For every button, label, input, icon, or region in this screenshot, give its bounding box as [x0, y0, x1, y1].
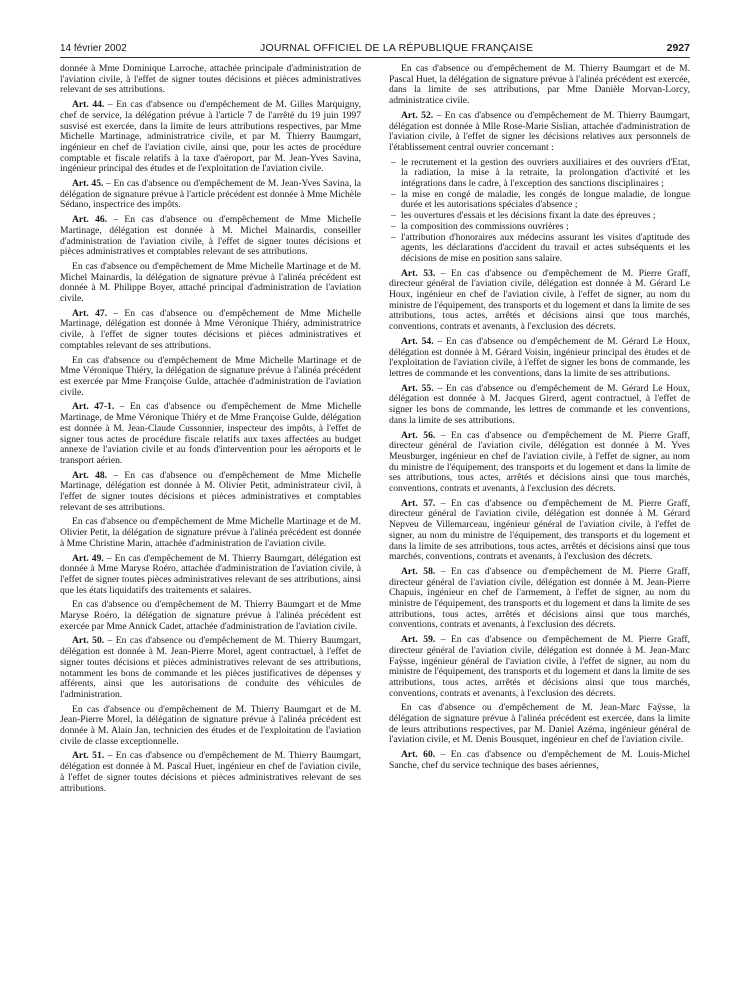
two-column-body: [60, 64, 690, 798]
article-number: Art. 48.: [72, 469, 108, 481]
paragraph-text: En cas d'absence ou d'empêchement de M. Thierry Baumgart et de M. Pascal Huet, la délégation de signature prévue à l'alinéa précédent est exercée, dans la limite de ses attributions, par Mme Danièle Morvan-Lorcy, administratice civile.: [389, 63, 690, 107]
article-number: Art. 51.: [72, 750, 105, 762]
paragraph-text: – En cas d'empêchement de M. Thierry Baumgart, délégation est donnée à Mme Maryse Roéro, attachée d'administration de l'aviation civile, à l'effet de signer toutes pièces administratives relevant de ses attributions, ainsi que les états liquidatifs des traitements et salaires.: [60, 552, 361, 596]
paragraph-text: – En cas d'absence ou d'empêchement de Mme Michelle Martinage, délégation est donnée à M. Olivier Petit, administrateur civil, à l'effet de signer toutes décisions et pièces administratives et comptables relevant de ses attributions.: [60, 469, 361, 513]
article-number: Art. 56.: [401, 429, 436, 441]
article-number: Art. 46.: [72, 214, 108, 226]
article-paragraph: [60, 554, 361, 597]
article-paragraph: [60, 471, 361, 514]
article-number: Art. 44.: [72, 99, 105, 111]
paragraph-text: – En cas d'absence ou d'empêchement de M. Louis-Michel Sanche, chef du service technique des bases aériennes,: [389, 749, 691, 771]
list-item: – le recrutement et la gestion des ouvriers auxiliaires et des ouvriers d'Etat, la radiation, la mise à la retraite, la prolongation d'activité et les intégrations dans le cadre, à l'exception des sanctions disciplinaires ;: [389, 158, 690, 190]
article-paragraph: [389, 635, 690, 699]
list-item: – la mise en congé de maladie, les congés de longue maladie, de longue durée et les autorisations spéciales d'absence ;: [389, 190, 690, 211]
article-number: Art. 49.: [72, 552, 104, 564]
paragraph-text: – En cas d'absence ou d'empêchement de M. Pierre Graff, directeur général de l'aviation civile, délégation est donnée à M. Gérard Le Houx, ingénieur en chef de l'aviation civile, à l'effet de signer, au nom du ministre de l'équipement, des transports et du logement et dans la limite de ses attributions, tous actes, arrêtés et décisions ainsi que tous marchés, conventions, contrats et avenants, à l'exclusion des décrets.: [389, 267, 690, 333]
paragraph-text: – En cas d'absence ou d'empêchement de M. Gérard Le Houx, délégation est donnée à M. Gérard Voisin, ingénieur principal des études et de l'exploitation de l'aviation civile, à l'effet de signer les bons de commande, les lettres de commande et les conventions, dans la limite de ses attributions.: [389, 335, 690, 379]
paragraph-text: – En cas d'absence ou d'empêchement de M. Gilles Marquigny, chef de service, la délégation prévue à l'article 7 de l'arrêté du 19 juin 1997 susvisé est exercée, dans la limite de leurs attributions respectives, par Mme Michelle Martinage, administratrice civile, et par M. Thierry Baumgart, ingénieur en chef de l'aviation civile, ainsi que, pour les actes de procédure comptable et fiscale relatifs à la taxe d'aéroport, par M. Jean-Yves Savina, ingénieur principal des études et de l'exploitation de l'aviation civile.: [60, 99, 361, 175]
paragraph-text: En cas d'absence ou d'empêchement de M. Thierry Baumgart et de M. Jean-Pierre Morel, la délégation de signature prévue à l'alinéa précédent est donnée à M. Alain Jan, technicien des études et de l'exploitation de l'aviation civile de classe exceptionnelle.: [60, 703, 361, 747]
article-paragraph: [60, 751, 361, 794]
paragraph-text: – En cas d'absence ou d'empêchement de M. Pierre Graff, directeur général de l'aviation civile, délégation est donnée à M. Jean-Pierre Chapuis, ingénieur en chef de l'armement, à l'effet de signer, au nom du ministre de l'équipement, des transports et du logement et dans la limite de ses attributions, tous actes, arrêtés et décisions ainsi que tous marchés, conventions, contrats et avenants, à l'exclusion des décrets.: [389, 565, 690, 631]
paragraph-text: – En cas d'absence ou d'empêchement de M. Thierry Baumgart, délégation est donnée à M. Pascal Huet, ingénieur en chef de l'aviation civile, à l'effet de signer toutes décisions et pièces administratives relevant de ses attributions.: [60, 750, 362, 794]
article-number: Art. 55.: [401, 382, 434, 394]
article-paragraph: [389, 567, 690, 631]
paragraph: [60, 356, 361, 399]
paragraph-text: – En cas d'absence ou d'empêchement de M. Gérard Le Houx, délégation est donnée à M. Jacques Girerd, agent contractuel, à l'effet de signer les bons de commande, les lettres de commande et les conventions, dans la limite de ses attributions.: [389, 382, 690, 426]
paragraph: [60, 517, 361, 549]
issue-date: 14 février 2002: [60, 43, 127, 54]
paragraph-text: – En cas d'absence ou d'empêchement de Mme Michelle Martinage, de Mme Véronique Thiéry et de Mme Françoise Gulde, délégation est donnée à M. Jean-Claude Cussonnier, inspecteur des impôts, à l'effet de signer tous actes de procédure fiscale relatifs aux taxes affectées au budget annexe de l'aviation civile et au fonds d'intervention pour les aéroports et le transport aérien.: [60, 401, 361, 466]
paragraph: [389, 64, 690, 107]
paragraph-text: – En cas d'absence ou d'empêchement de Mme Michelle Martinage, délégation est donnée à M. Michel Mainardis, conseiller d'administration de l'aviation civile, à l'effet de signer toutes décisions et pièces administratives et comptables relevant de ses attributions.: [60, 214, 361, 258]
article-paragraph: [60, 402, 361, 466]
paragraph: [60, 600, 361, 632]
paragraph-text: – En cas d'absence ou d'empêchement de M. Jean-Yves Savina, la délégation de signature prévue à l'article précédent est donnée à Mme Michèle Sédano, inspectrice des impôts.: [60, 178, 362, 211]
paragraph: [60, 705, 361, 748]
article-paragraph: [389, 269, 690, 333]
article-paragraph: [389, 337, 690, 380]
article-number: Art. 53.: [401, 267, 436, 279]
journal-title: JOURNAL OFFICIEL DE LA RÉPUBLIQUE FRANÇAISE: [260, 42, 534, 54]
ouvrier-decisions-list: [389, 158, 690, 265]
article-paragraph: [60, 100, 361, 175]
list-item: – les ouvertures d'essais et les décisions fixant la date des épreuves ;: [389, 211, 690, 222]
article-number: Art. 60.: [401, 749, 436, 761]
paragraph-text: – En cas d'absence ou d'empêchement de M. Pierre Graff, directeur général de l'aviation civile, délégation est donnée à M. Gérard Nepveu de Villemarceau, ingénieur général de l'aviation civile, à l'effet de signer, au nom du ministre de l'équipement, des transports et du logement et dans la limite de ses attributions, tous actes, arrêtés et décisions ainsi que tous marchés, conventions, contrats et avenants, à l'exclusion des décrets.: [389, 497, 690, 563]
list-item: – l'attribution d'honoraires aux médecins assurant les visites d'aptitude des agents, les déclarations d'accident du travail et actes subséquents et les décisions de mise en position sans salaire.: [389, 233, 690, 265]
article-paragraph: [389, 111, 690, 154]
paragraph-text: – En cas d'absence ou d'empêchement de M. Pierre Graff, directeur général de l'aviation civile, délégation est donnée à M. Yves Meusburger, ingénieur en chef de l'aviation civile, à l'effet de signer, au nom du ministre de l'équipement, des transports et du logement et dans la limite de ses attributions, tous actes, arrêtés et décisions ainsi que tous marchés, conventions, contrats et avenants, à l'exclusion des décrets.: [389, 429, 690, 495]
right-column-bottom: [389, 269, 690, 772]
article-number: Art. 54.: [401, 335, 434, 347]
article-number: Art. 47-1.: [72, 401, 115, 413]
article-number: Art. 50.: [72, 635, 105, 647]
paragraph-text: – En cas d'absence ou d'empêchement de M. Thierry Baumgart, délégation est donnée à M. Jean-Pierre Morel, agent contractuel, à l'effet de signer toutes décisions et pièces administratives relevant de ses attributions, notamment les bons de commande et les pièces justificatives de dépenses y afférents, ainsi que les autorisations de conduite des véhicules de l'administration.: [60, 635, 362, 700]
article-paragraph: [60, 215, 361, 258]
article-number: Art. 57.: [401, 497, 436, 509]
right-column: [389, 64, 690, 798]
article-paragraph: [389, 499, 690, 563]
article-paragraph: [60, 309, 361, 352]
paragraph-text: En cas d'absence ou d'empêchement de Mme Michelle Martinage et de Mme Véronique Thiéry, la délégation de signature prévue à l'alinéa précédent est exercée par Mme Françoise Gulde, attachée d'administration de l'aviation civile.: [60, 354, 361, 398]
article-paragraph: [389, 750, 690, 771]
article-paragraph: [389, 384, 690, 427]
paragraph: [60, 262, 361, 305]
paragraph-text: En cas d'absence ou d'empêchement de Mme Michelle Martinage et de M. Olivier Petit, la délégation de signature prévue à l'alinéa précédent est donnée à Mme Christine Marin, attachée d'administration de l'aviation civile.: [60, 516, 361, 549]
article-paragraph: [60, 636, 361, 700]
right-column-top: [389, 64, 690, 154]
paragraph-text: En cas d'absence ou d'empêchement de Mme Michelle Martinage et de M. Michel Mainardis, la délégation de signature prévue à l'alinéa précédent est donnée à M. Philippe Boyer, attaché principal d'administration de l'aviation civile.: [60, 260, 361, 305]
paragraph: [389, 703, 690, 746]
paragraph-text: – En cas d'absence ou d'empêchement de M. Thierry Baumgart, délégation est donnée à Mlle Rose-Marie Sislian, attachée d'administration de l'aviation civile, à l'effet de signer les décisions relatives aux personnels de l'établissement central ouvrier concernant :: [389, 109, 691, 153]
paragraph-text: En cas d'absence ou d'empêchement de M. Thierry Baumgart et de Mme Maryse Roéro, la délégation de signature prévue à l'alinéa précédent est exercée par Mme Annick Cadet, attachée d'administration de l'aviation civile.: [60, 599, 361, 632]
article-number: Art. 47.: [72, 307, 108, 319]
article-paragraph: [389, 431, 690, 495]
left-column: [60, 64, 361, 798]
paragraph-text: – En cas d'absence ou d'empêchement de Mme Michelle Martinage, délégation est donnée à Mme Véronique Thiéry, administratrice civile, à l'effet de signer toutes décisions et pièces administratives et comptables relevant de ses attributions.: [60, 307, 361, 351]
paragraph-text: donnée à Mme Dominique Larroche, attachée principale d'administration de l'aviation civile, à l'effet de signer toutes décisions et pièces administratives relevant de ses attributions.: [60, 63, 361, 96]
article-paragraph: [60, 179, 361, 211]
list-item: – la composition des commissions ouvrières ;: [389, 222, 690, 233]
page-number: 2927: [666, 42, 690, 54]
paragraph-text: – En cas d'absence ou d'empêchement de M. Pierre Graff, directeur général de l'aviation civile, délégation est donnée à M. Jean-Marc Faÿsse, ingénieur général de l'aviation civile, à l'effet de signer, au nom du ministre de l'équipement, des transports et du logement et dans la limite de ses attributions, tous actes, arrêtés et décisions ainsi que tous marchés, conventions, contrats et avenants, à l'exclusion des décrets.: [389, 634, 690, 699]
paragraph: [60, 64, 361, 96]
article-number: Art. 52.: [401, 109, 434, 121]
paragraph-text: En cas d'absence ou d'empêchement de M. Jean-Marc Faÿsse, la délégation de signature prévue à l'alinéa précédent est exercée, dans la limite de leurs attributions respectives, par M. Daniel Azéma, ingénieur général de l'aviation civile, et M. Denis Bousquet, ingénieur en chef de l'aviation civile.: [389, 702, 690, 746]
article-number: Art. 58.: [401, 565, 436, 577]
page-header: [60, 42, 690, 58]
article-number: Art. 59.: [401, 634, 436, 646]
article-number: Art. 45.: [72, 178, 104, 190]
